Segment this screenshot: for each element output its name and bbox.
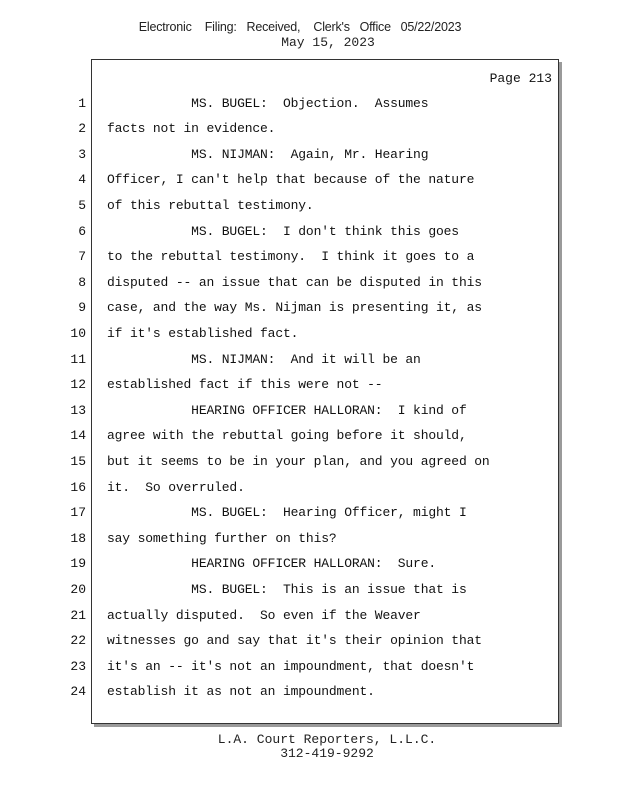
transcript-line: say something further on this? bbox=[107, 531, 337, 546]
transcript-line: MS. BUGEL: Hearing Officer, might I bbox=[107, 505, 467, 520]
filing-stamp: Electronic Filing: Received, Clerk's Office 05/22/2023 bbox=[138, 20, 462, 34]
line-number: 14 bbox=[70, 428, 86, 443]
transcript-line: it's an -- it's not an impoundment, that doesn't bbox=[107, 659, 475, 674]
transcript-line: it. So overruled. bbox=[107, 480, 245, 495]
line-number: 3 bbox=[78, 147, 86, 162]
transcript-line: if it's established fact. bbox=[107, 326, 299, 341]
line-number: 24 bbox=[70, 684, 86, 699]
line-number: 10 bbox=[70, 326, 86, 341]
line-number: 21 bbox=[70, 608, 86, 623]
line-number: 17 bbox=[70, 505, 86, 520]
transcript-line: Officer, I can't help that because of the nature bbox=[107, 172, 475, 187]
transcript-line: actually disputed. So even if the Weaver bbox=[107, 608, 421, 623]
transcript-line: MS. BUGEL: Objection. Assumes bbox=[107, 96, 429, 111]
line-number: 12 bbox=[70, 377, 86, 392]
transcript-line: facts not in evidence. bbox=[107, 121, 276, 136]
footer-company: L.A. Court Reporters, L.L.C. bbox=[217, 732, 437, 747]
line-number: 20 bbox=[70, 582, 86, 597]
transcript-line: HEARING OFFICER HALLORAN: Sure. bbox=[107, 556, 437, 571]
transcript-line: establish it as not an impoundment. bbox=[107, 684, 375, 699]
line-number: 13 bbox=[70, 403, 86, 418]
line-number: 9 bbox=[78, 300, 86, 315]
transcript-line: MS. BUGEL: I don't think this goes bbox=[107, 224, 459, 239]
transcript-line: MS. NIJMAN: Again, Mr. Hearing bbox=[107, 147, 429, 162]
transcript-date: May 15, 2023 bbox=[281, 35, 375, 50]
line-number: 8 bbox=[78, 275, 86, 290]
transcript-line: but it seems to be in your plan, and you agreed on bbox=[107, 454, 490, 469]
transcript-line: HEARING OFFICER HALLORAN: I kind of bbox=[107, 403, 467, 418]
line-number: 18 bbox=[70, 531, 86, 546]
transcript-line: disputed -- an issue that can be disputed in this bbox=[107, 275, 482, 290]
line-number: 19 bbox=[70, 556, 86, 571]
transcript-line: to the rebuttal testimony. I think it goes to a bbox=[107, 249, 475, 264]
transcript-line: case, and the way Ms. Nijman is presenting it, as bbox=[107, 300, 482, 315]
line-number: 1 bbox=[78, 96, 86, 111]
transcript-line: of this rebuttal testimony. bbox=[107, 198, 314, 213]
line-number: 11 bbox=[70, 352, 86, 367]
transcript-line: agree with the rebuttal going before it should, bbox=[107, 428, 467, 443]
transcript-line: established fact if this were not -- bbox=[107, 377, 383, 392]
transcript-line: MS. BUGEL: This is an issue that is bbox=[107, 582, 467, 597]
line-number: 2 bbox=[78, 121, 86, 136]
line-number: 4 bbox=[78, 172, 86, 187]
footer-phone: 312-419-9292 bbox=[280, 746, 374, 761]
line-number: 5 bbox=[78, 198, 86, 213]
transcript-line: witnesses go and say that it's their opinion that bbox=[107, 633, 482, 648]
line-number: 16 bbox=[70, 480, 86, 495]
line-number: 7 bbox=[78, 249, 86, 264]
line-number: 23 bbox=[70, 659, 86, 674]
transcript-line: MS. NIJMAN: And it will be an bbox=[107, 352, 421, 367]
line-number: 6 bbox=[78, 224, 86, 239]
line-number: 22 bbox=[70, 633, 86, 648]
page-number: Page 213 bbox=[489, 71, 552, 86]
line-number: 15 bbox=[70, 454, 86, 469]
